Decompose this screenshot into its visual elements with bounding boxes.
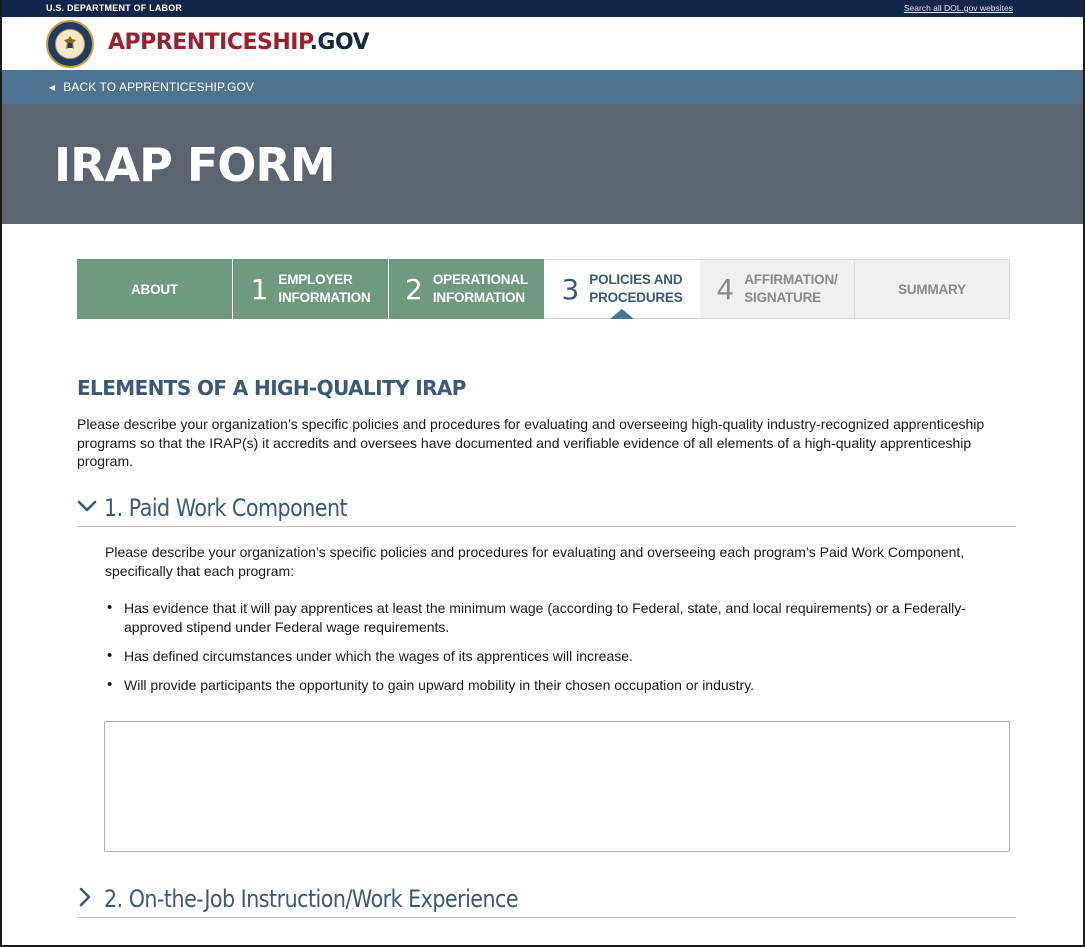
section-intro: Please describe your organization’s specific policies and procedures for evaluating and overseeing high-quality industry-recognized apprenticeship programs so that the IRAP(s) it accredits and oversees have documented and verifiable evidence of all elements of a high-quality apprenticeship program. — [77, 416, 985, 469]
list-item: • Has evidence that it will pay apprentices at least the minimum wage (according to Federal, state, and local requirements) or a Federally-approved stipend under Federal wage requirements. — [105, 599, 1010, 636]
list-item: • Will provide participants the opportunity to gain upward mobility in their chosen occupation or industry. — [105, 676, 1010, 695]
step-number: 3 — [561, 272, 580, 306]
requirements-list — [105, 599, 1010, 694]
step-number: 4 — [716, 272, 735, 306]
section-title: ELEMENTS OF A HIGH-QUALITY IRAP — [77, 376, 466, 400]
step-policies-and-procedures[interactable] — [545, 259, 700, 319]
gov-top-bar — [2, 0, 1085, 17]
logo-apprenticeship: APPRENTICESHIP — [108, 30, 310, 55]
logo-gov: .GOV — [309, 30, 370, 55]
step-label: POLICIES AND PROCEDURES — [589, 272, 683, 305]
back-to-site-link[interactable] — [49, 80, 254, 94]
step-number: 1 — [250, 272, 269, 306]
step-number: 2 — [405, 272, 423, 306]
hero-banner — [2, 104, 1085, 224]
step-summary[interactable] — [855, 259, 1010, 319]
accordion-on-the-job-instruction[interactable] — [77, 885, 1016, 918]
list-item: • Has defined circumstances under which the wages of its apprentices will increase. — [105, 647, 1010, 666]
accordion-paid-work-component[interactable] — [77, 494, 1016, 527]
step-label: ABOUT — [131, 281, 178, 297]
chevron-right-icon — [75, 887, 95, 907]
department-label: U.S. DEPARTMENT OF LABOR — [46, 3, 183, 13]
chevron-down-icon — [77, 496, 97, 516]
back-bar — [2, 70, 1085, 104]
step-label: AFFIRMATION/ SIGNATURE — [744, 272, 838, 305]
step-employer-information[interactable] — [233, 259, 389, 319]
back-link-label: BACK TO APPRENTICESHIP.GOV — [63, 80, 254, 94]
paid-work-answer-textarea[interactable] — [104, 721, 1010, 852]
step-progress-nav — [77, 259, 1010, 319]
page-title: IRAP FORM — [54, 138, 335, 192]
triangle-left-icon: ◀ — [49, 83, 56, 92]
step-about[interactable] — [77, 259, 233, 319]
accordion-body-paid-work — [105, 543, 1010, 705]
step-label: OPERATIONAL INFORMATION — [432, 272, 528, 305]
accordion-description: Please describe your organization’s specific policies and procedures for evaluating and overseeing each program’s Paid Work Component, specifically that each program: — [105, 544, 965, 579]
search-dol-link[interactable]: Search all DOL.gov websites — [903, 3, 1013, 13]
accordion-title: 1. Paid Work Component — [104, 494, 348, 522]
current-step-caret-icon — [610, 309, 634, 319]
accordion-title: 2. On-the-Job Instruction/Work Experience — [104, 885, 519, 913]
step-label: EMPLOYER INFORMATION — [278, 272, 371, 305]
step-affirmation-signature[interactable] — [700, 259, 855, 319]
step-label: SUMMARY — [898, 281, 966, 297]
eagle-icon — [63, 35, 77, 53]
brand-header — [2, 17, 1085, 70]
dol-seal-icon[interactable] — [46, 20, 94, 68]
site-logo[interactable] — [108, 30, 369, 55]
step-operational-information[interactable] — [389, 259, 545, 319]
